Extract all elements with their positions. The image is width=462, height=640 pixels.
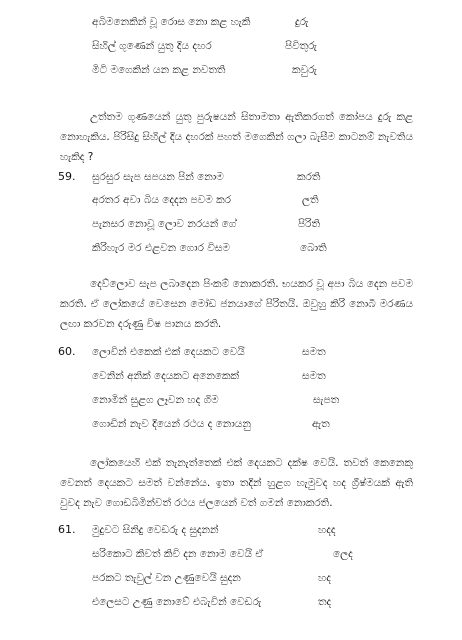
verse-rhyme: සමත [302,370,326,382]
verse-rhyme: තද [318,596,332,608]
verse-line: සරිකොට කිවත් කිවි දන නොම වෙයි ඒ [92,548,264,560]
verse-rhyme: බොති [300,242,327,254]
verse-line: වෙනින් අනික් දෙයකට අනෙකෙක් [92,370,240,382]
verse-line: ලොවින් එකෙක් එක් දෙයකට වෙයි [92,346,245,358]
verse-number: 60. [58,345,76,358]
verse-rhyme: ලෙද [333,548,353,560]
verse-rhyme: සැපත [313,394,340,406]
verse-line: මුදුවට සිනිදු වෙඩරු ද සුදනන් [92,524,219,536]
verse-rhyme: ලති [302,194,319,206]
verse-rhyme: කවුරු [292,64,317,76]
verse-line: අරතර අවා බිය දෙදන පවම කර [92,194,231,206]
verse-line: පැනසර නොවූ ලොව නරයන් ගේ [92,218,237,230]
verse-rhyme: පිවිතුරු [285,40,317,52]
verse-line: එලෙසට උණු නොවේ එබැවින් වෙඩරු [92,596,262,608]
verse-line: සුරසුර සැප සපයන පින් නොම [92,171,224,183]
prose-paragraph: දෙව්ලොව සැප ලබාදෙන පිංකම් නොකරති. භයකර වූ අපා බිය දෙන පවම කරති. ඒ ලෝකයේ වෙසෙන මෝඩ ජනයාගේ පිරිතයි. ඔවුහු කිරි නොබී මරණය ලඟා කරවන දරුණු විෂ පානය කරති. [60,278,413,330]
verse-number: 61. [58,523,76,536]
verse-line: නොමින් සුළග ලෑවන හද ගිම [92,394,219,406]
verse-line: ගොඩින් නැව දියෙන් රථය ද නොයනු [92,418,251,430]
prose-paragraph: ලෝකයෙහි එක් තැනැත්තෙක් එක් දෙයකට දක්ෂ වෙයි. තවත් කෙනෙකු වෙනත් දෙයකට සමත් වන්නේය. ඉතා තදින් හුළග හැමුවද හද ග්‍රීෂ්මයක් ඇති වුවද නැව ගොඩබිමින්වත් රථය ජලයෙන් වත් ගමන් නොකරති. [60,457,413,509]
verse-rhyme: හදද [318,524,336,536]
verse-rhyme: දුරු [295,16,309,28]
verse-line: කිරිහැර මර එළවන ගොර විසම [92,242,230,254]
verse-line: සිහිල් ගුණෙන් යුතු දිය දහර [92,40,212,52]
verse-line: අබිමනෙකින් වූ රොස නො කළ හැකි [92,16,251,28]
verse-rhyme: ඇත [312,418,330,430]
verse-line: පරකට තැවුල් වන උණුවෙයි සුදන [92,572,241,584]
verse-rhyme: හද [318,572,331,584]
verse-rhyme: කරති [297,171,321,183]
verse-number: 59. [58,170,76,183]
prose-paragraph: උත්තම ගුණයෙන් යුතු පුරුෂයන් සිතාමතා ඇතිකරගත් කෝපය දුරු කළ නොහැකිය. පිරිසිදු සිහිල් දිය දහරක් පහත් මගෙකින් ගලා බැසීම කාටනම් නැවතිය හැකිද ? [60,111,413,163]
verse-line: මිටි මගෙකින් යන කළ නවතති [92,64,226,76]
verse-rhyme: සමත [302,346,326,358]
verse-rhyme: පිරිති [298,218,320,230]
